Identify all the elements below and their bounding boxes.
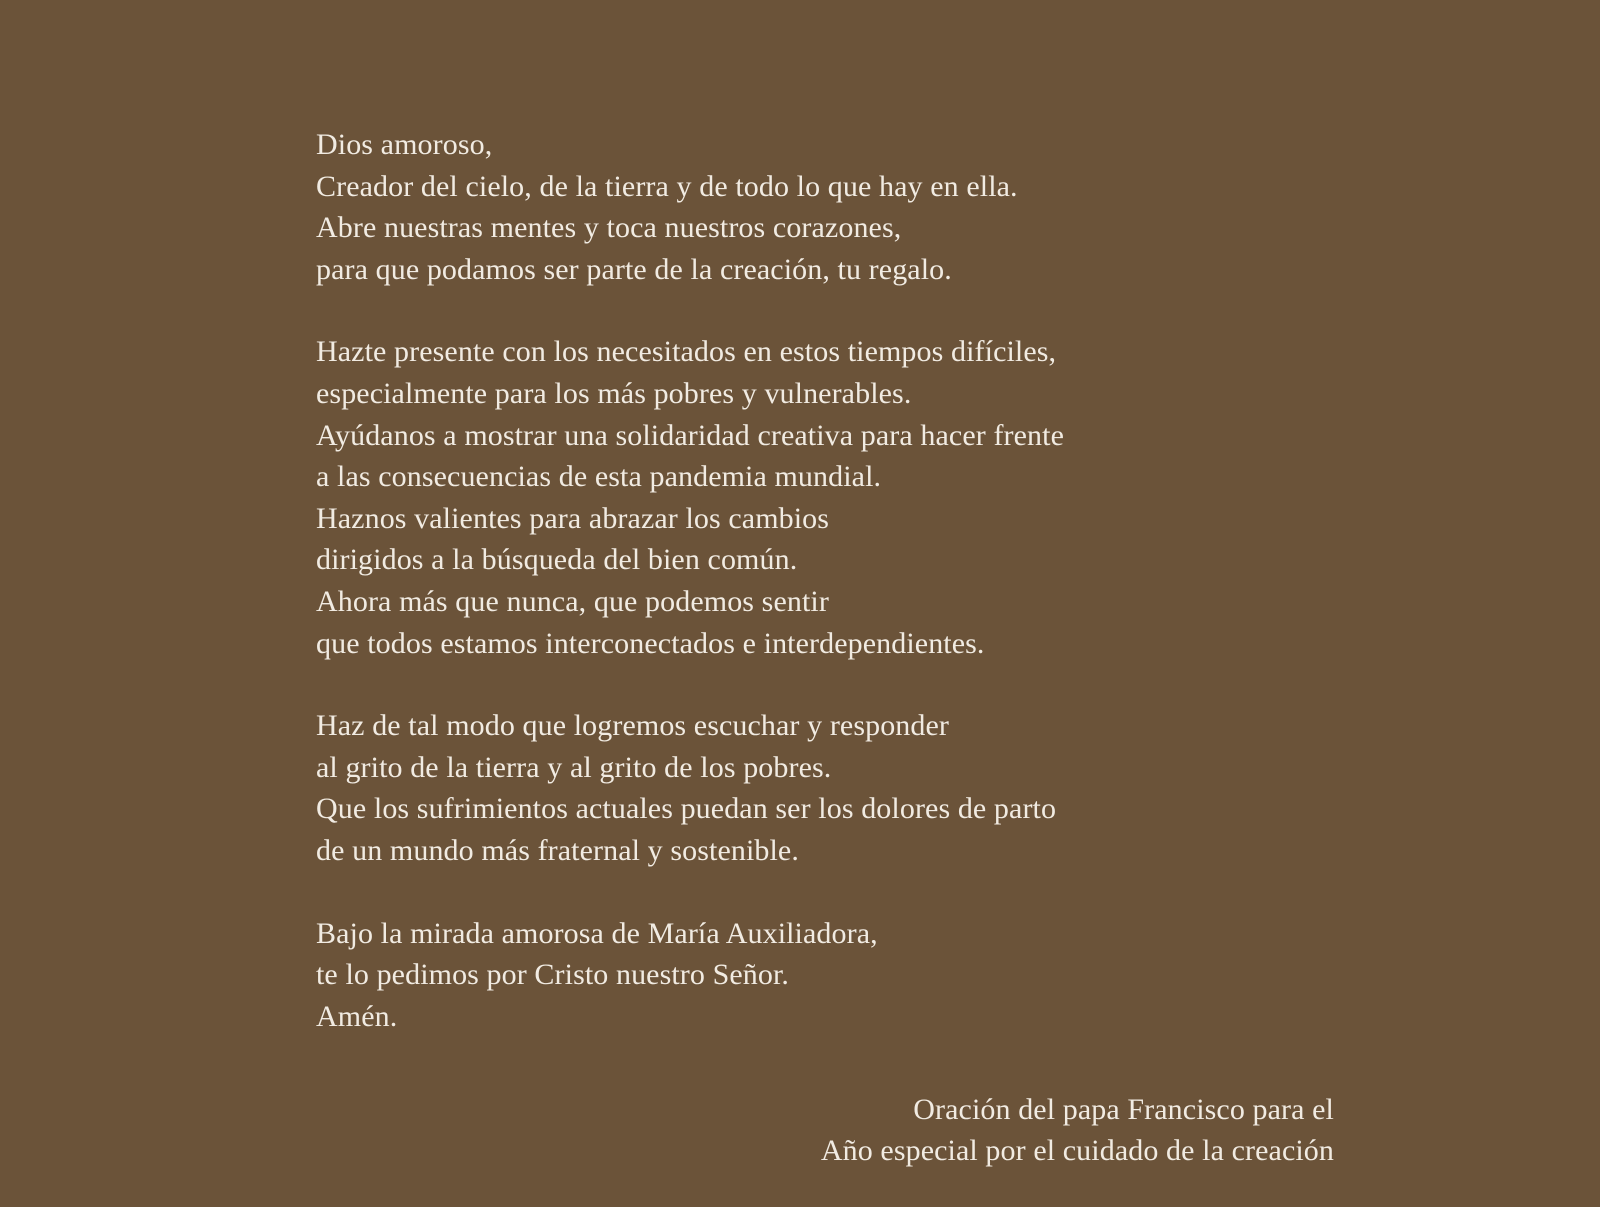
attribution-line: Año especial por el cuidado de la creación <box>820 1134 1334 1167</box>
prayer-line: para que podamos ser parte de la creación, tu regalo. <box>316 252 952 286</box>
stanza-3 <box>316 705 1316 871</box>
prayer-line: Ayúdanos a mostrar una solidaridad creativa para hacer frente <box>316 418 1064 452</box>
prayer-line: Hazte presente con los necesitados en estos tiempos difíciles, <box>316 335 1057 369</box>
stanza-2 <box>316 331 1316 664</box>
prayer-line: a las consecuencias de esta pandemia mundial. <box>316 460 882 494</box>
prayer-line: Abre nuestras mentes y toca nuestros corazones, <box>316 211 902 245</box>
prayer-line: Haz de tal modo que logremos escuchar y responder <box>316 709 950 743</box>
prayer-line: de un mundo más fraternal y sostenible. <box>316 833 799 867</box>
attribution-line: Oración del papa Francisco para el <box>913 1093 1334 1126</box>
prayer-line: Haznos valientes para abrazar los cambios <box>316 501 830 535</box>
prayer-line: Dios amoroso, <box>316 128 493 161</box>
prayer-line: dirigidos a la búsqueda del bien común. <box>316 543 798 577</box>
prayer-line: Ahora más que nunca, que podemos sentir <box>316 584 829 618</box>
prayer-line: que todos estamos interconectados e interdependientes. <box>316 626 985 660</box>
prayer-text <box>316 124 1316 1078</box>
stanza-1 <box>316 124 1316 290</box>
prayer-line: al grito de la tierra y al grito de los pobres. <box>316 750 832 784</box>
stanza-4 <box>316 913 1316 1038</box>
prayer-line: especialmente para los más pobres y vulnerables. <box>316 376 912 410</box>
prayer-line: Bajo la mirada amorosa de María Auxiliadora, <box>316 916 878 950</box>
prayer-line: Que los sufrimientos actuales puedan ser los dolores de parto <box>316 792 1057 826</box>
attribution <box>821 1089 1334 1171</box>
prayer-line: Amén. <box>316 999 398 1033</box>
prayer-line: Creador del cielo, de la tierra y de todo lo que hay en ella. <box>316 169 1018 203</box>
prayer-line: te lo pedimos por Cristo nuestro Señor. <box>316 958 790 992</box>
